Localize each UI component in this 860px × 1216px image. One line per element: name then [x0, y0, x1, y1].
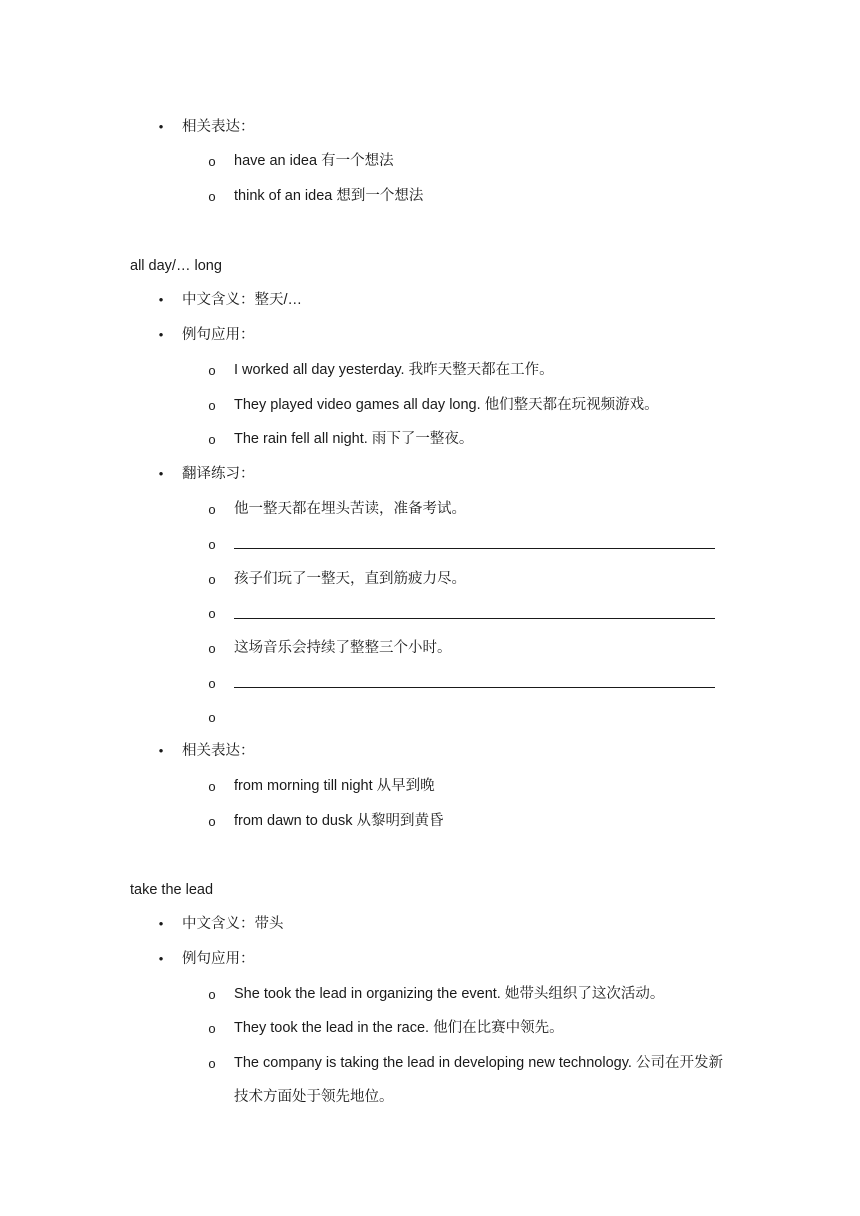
bullet-circle: o — [208, 398, 216, 413]
bullet-circle: o — [208, 432, 216, 447]
bullet-disc: • — [158, 916, 164, 931]
group-label: 例句应用： — [182, 951, 255, 967]
answer-blank — [234, 618, 715, 619]
list-item: 他一整天都在埋头苦读，准备考试。 — [234, 501, 466, 517]
bullet-circle: o — [208, 537, 216, 552]
bullet-circle: o — [208, 189, 216, 204]
group-label: 相关表达： — [182, 743, 255, 759]
bullet-circle: o — [208, 502, 216, 517]
list-item: She took the lead in organizing the event. 她带头组织了这次活动。 — [234, 986, 665, 1002]
bullet-circle: o — [208, 710, 216, 725]
bullet-disc: • — [158, 951, 164, 966]
bullet-circle: o — [208, 1021, 216, 1036]
list-item: The company is taking the lead in developing new technology. 公司在开发新技术方面处于领先地位。 — [234, 1055, 723, 1105]
group-label: 例句应用： — [182, 327, 255, 343]
group-label: 翻译练习： — [182, 466, 255, 482]
list-item: I worked all day yesterday. 我昨天整天都在工作。 — [234, 362, 554, 378]
list-item: have an idea 有一个想法 — [234, 153, 394, 169]
group-label: 中文含义：整天/… — [182, 292, 303, 308]
bullet-circle: o — [208, 987, 216, 1002]
list-item: 这场音乐会持续了整整三个小时。 — [234, 640, 452, 656]
bullet-disc: • — [158, 292, 164, 307]
list-item: 孩子们玩了一整天，直到筋疲力尽。 — [234, 571, 466, 587]
section-heading: all day/… long — [130, 258, 222, 274]
answer-blank — [234, 548, 715, 549]
section-heading: take the lead — [130, 882, 214, 898]
list-item: think of an idea 想到一个想法 — [234, 188, 424, 204]
group-label: 相关表达： — [182, 119, 255, 135]
bullet-circle: o — [208, 814, 216, 829]
bullet-circle: o — [208, 779, 216, 794]
bullet-disc: • — [158, 743, 164, 758]
list-item: The rain fell all night. 雨下了一整夜。 — [234, 431, 474, 447]
bullet-circle: o — [208, 606, 216, 621]
bullet-circle: o — [208, 641, 216, 656]
list-item: They played video games all day long. 他们整天都在玩视频游戏。 — [234, 397, 659, 413]
bullet-circle: o — [208, 572, 216, 587]
list-item: from morning till night 从早到晚 — [234, 778, 435, 794]
bullet-disc: • — [158, 327, 164, 342]
list-item: from dawn to dusk 从黎明到黄昏 — [234, 813, 444, 829]
bullet-disc: • — [158, 466, 164, 481]
bullet-circle: o — [208, 1056, 216, 1071]
list-item: They took the lead in the race. 他们在比赛中领先。 — [234, 1020, 564, 1036]
bullet-circle: o — [208, 676, 216, 691]
answer-blank — [234, 687, 715, 688]
bullet-circle: o — [208, 154, 216, 169]
bullet-disc: • — [158, 119, 164, 134]
group-label: 中文含义：带头 — [182, 916, 284, 932]
bullet-circle: o — [208, 363, 216, 378]
